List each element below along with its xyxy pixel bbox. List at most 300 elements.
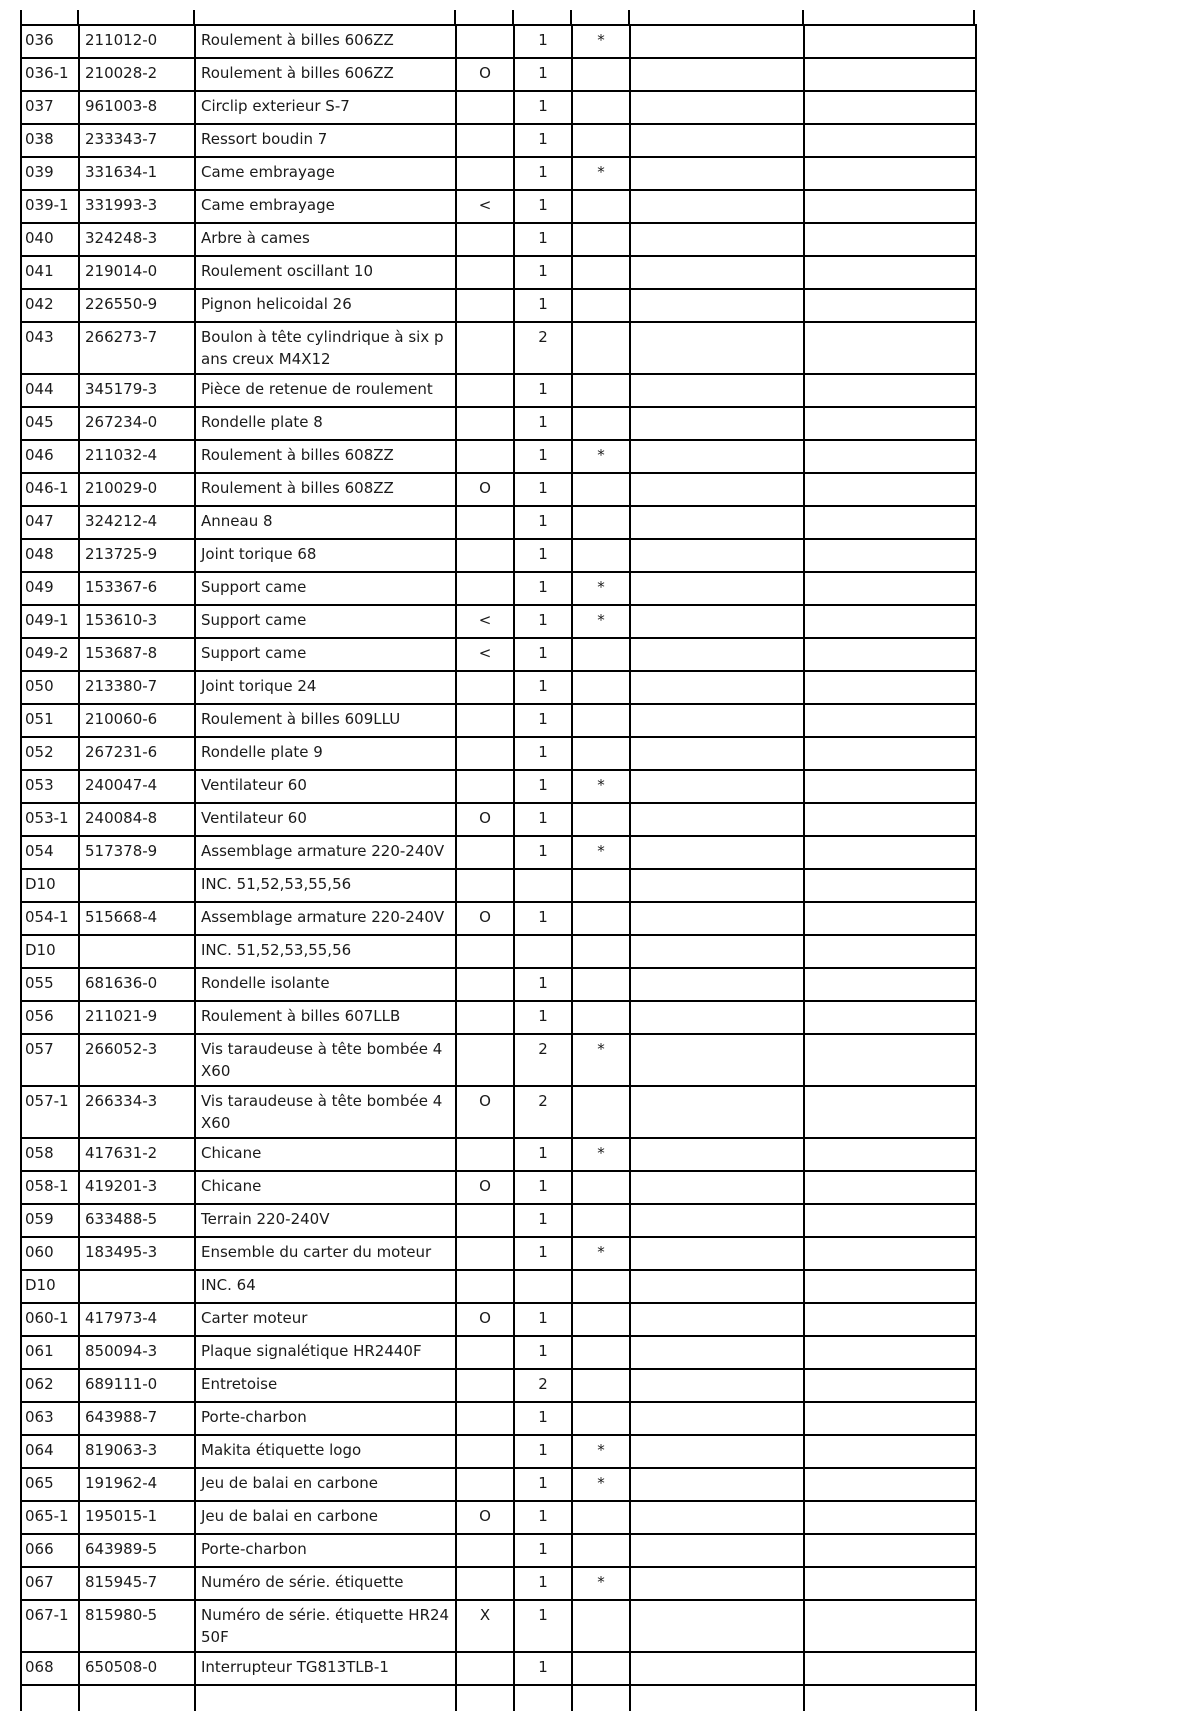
note-mark xyxy=(572,1652,630,1685)
blank-cell xyxy=(804,1204,976,1237)
part-description: Vis taraudeuse à tête bombée 4X60 xyxy=(195,1034,456,1086)
blank-cell xyxy=(195,1685,456,1711)
part-description: Porte-charbon xyxy=(195,1534,456,1567)
blank-cell xyxy=(630,407,804,440)
quantity: 1 xyxy=(514,157,572,190)
part-number: 233343-7 xyxy=(79,124,195,157)
part-description: Ressort boudin 7 xyxy=(195,124,456,157)
blank-cell xyxy=(630,638,804,671)
substitution-flag xyxy=(456,1435,514,1468)
note-mark xyxy=(572,1001,630,1034)
part-number: 417631-2 xyxy=(79,1138,195,1171)
table-row xyxy=(21,1369,976,1402)
item-number: 066 xyxy=(21,1534,79,1567)
substitution-flag: O xyxy=(456,1171,514,1204)
part-description: Joint torique 68 xyxy=(195,539,456,572)
table-row xyxy=(21,1237,976,1270)
blank-cell xyxy=(630,157,804,190)
blank-cell xyxy=(804,1435,976,1468)
note-mark xyxy=(572,737,630,770)
blank-cell xyxy=(804,256,976,289)
parts-table-body xyxy=(21,25,976,1711)
blank-cell xyxy=(630,1534,804,1567)
blank-cell xyxy=(804,1034,976,1086)
part-description: Roulement à billes 606ZZ xyxy=(195,25,456,58)
blank-cell xyxy=(630,25,804,58)
table-row xyxy=(21,1402,976,1435)
blank-cell xyxy=(630,1402,804,1435)
blank-cell xyxy=(630,58,804,91)
note-mark xyxy=(572,1336,630,1369)
table-row xyxy=(21,902,976,935)
note-mark: * xyxy=(572,1138,630,1171)
item-number: 063 xyxy=(21,1402,79,1435)
part-number: 517378-9 xyxy=(79,836,195,869)
item-number: 038 xyxy=(21,124,79,157)
table-row xyxy=(21,190,976,223)
quantity xyxy=(514,935,572,968)
part-number: 650508-0 xyxy=(79,1652,195,1685)
substitution-flag xyxy=(456,539,514,572)
quantity: 1 xyxy=(514,1138,572,1171)
part-description: Pignon helicoidal 26 xyxy=(195,289,456,322)
item-number: 055 xyxy=(21,968,79,1001)
part-number: 331634-1 xyxy=(79,157,195,190)
item-number: 056 xyxy=(21,1001,79,1034)
quantity: 1 xyxy=(514,539,572,572)
blank-cell xyxy=(804,1567,976,1600)
blank-cell xyxy=(630,1685,804,1711)
blank-cell xyxy=(804,473,976,506)
quantity xyxy=(514,869,572,902)
blank-cell xyxy=(630,374,804,407)
item-number: D10 xyxy=(21,869,79,902)
note-mark xyxy=(572,473,630,506)
note-mark xyxy=(572,91,630,124)
substitution-flag: < xyxy=(456,638,514,671)
quantity: 1 xyxy=(514,223,572,256)
blank-cell xyxy=(804,223,976,256)
item-number: 048 xyxy=(21,539,79,572)
substitution-flag xyxy=(456,1270,514,1303)
table-row xyxy=(21,539,976,572)
quantity: 1 xyxy=(514,1001,572,1034)
part-number: 219014-0 xyxy=(79,256,195,289)
substitution-flag xyxy=(456,770,514,803)
substitution-flag xyxy=(456,968,514,1001)
blank-cell xyxy=(630,1303,804,1336)
item-number: 044 xyxy=(21,374,79,407)
part-description: Chicane xyxy=(195,1138,456,1171)
item-number: 057 xyxy=(21,1034,79,1086)
quantity: 1 xyxy=(514,968,572,1001)
part-description: Came embrayage xyxy=(195,190,456,223)
quantity: 1 xyxy=(514,289,572,322)
part-description: Roulement à billes 609LLU xyxy=(195,704,456,737)
note-mark xyxy=(572,935,630,968)
quantity: 1 xyxy=(514,58,572,91)
part-description: Porte-charbon xyxy=(195,1402,456,1435)
substitution-flag: O xyxy=(456,1303,514,1336)
blank-cell xyxy=(804,1534,976,1567)
part-number xyxy=(79,869,195,902)
quantity: 1 xyxy=(514,671,572,704)
blank-cell xyxy=(804,1468,976,1501)
blank-cell xyxy=(804,737,976,770)
part-number: 324248-3 xyxy=(79,223,195,256)
part-number: 643988-7 xyxy=(79,1402,195,1435)
part-number: 153367-6 xyxy=(79,572,195,605)
item-number: 065 xyxy=(21,1468,79,1501)
table-row xyxy=(21,25,976,58)
part-number: 153610-3 xyxy=(79,605,195,638)
item-number: 057-1 xyxy=(21,1086,79,1138)
quantity: 1 xyxy=(514,91,572,124)
blank-cell xyxy=(630,1336,804,1369)
table-row xyxy=(21,770,976,803)
note-mark: * xyxy=(572,1435,630,1468)
blank-cell xyxy=(79,1685,195,1711)
substitution-flag xyxy=(456,440,514,473)
quantity: 1 xyxy=(514,1501,572,1534)
blank-cell xyxy=(804,836,976,869)
substitution-flag xyxy=(456,1652,514,1685)
blank-cell xyxy=(630,968,804,1001)
quantity: 1 xyxy=(514,506,572,539)
part-description: Terrain 220-240V xyxy=(195,1204,456,1237)
part-number: 643989-5 xyxy=(79,1534,195,1567)
blank-cell xyxy=(804,25,976,58)
blank-cell xyxy=(804,440,976,473)
part-number: 815945-7 xyxy=(79,1567,195,1600)
note-mark xyxy=(572,289,630,322)
substitution-flag xyxy=(456,1138,514,1171)
quantity: 1 xyxy=(514,572,572,605)
blank-cell xyxy=(804,1685,976,1711)
blank-cell xyxy=(804,374,976,407)
item-number: 052 xyxy=(21,737,79,770)
blank-cell xyxy=(804,1303,976,1336)
part-description: Interrupteur TG813TLB-1 xyxy=(195,1652,456,1685)
part-number: 689111-0 xyxy=(79,1369,195,1402)
table-row xyxy=(21,1534,976,1567)
part-description: INC. 51,52,53,55,56 xyxy=(195,869,456,902)
table-row xyxy=(21,1336,976,1369)
substitution-flag xyxy=(456,1204,514,1237)
blank-cell xyxy=(804,124,976,157)
part-number: 266334-3 xyxy=(79,1086,195,1138)
note-mark: * xyxy=(572,1034,630,1086)
quantity: 1 xyxy=(514,124,572,157)
substitution-flag xyxy=(456,506,514,539)
item-number: 049-1 xyxy=(21,605,79,638)
quantity: 1 xyxy=(514,25,572,58)
table-row xyxy=(21,1303,976,1336)
part-description: Ensemble du carter du moteur xyxy=(195,1237,456,1270)
blank-cell xyxy=(804,935,976,968)
blank-cell xyxy=(630,605,804,638)
note-mark xyxy=(572,1369,630,1402)
table-row xyxy=(21,1501,976,1534)
note-mark xyxy=(572,223,630,256)
table-row xyxy=(21,1567,976,1600)
quantity: 1 xyxy=(514,1204,572,1237)
note-mark: * xyxy=(572,572,630,605)
substitution-flag: X xyxy=(456,1600,514,1652)
part-number: 211021-9 xyxy=(79,1001,195,1034)
part-number: 515668-4 xyxy=(79,902,195,935)
part-description: Roulement à billes 608ZZ xyxy=(195,440,456,473)
table-row xyxy=(21,836,976,869)
blank-cell xyxy=(804,968,976,1001)
part-description: Chicane xyxy=(195,1171,456,1204)
quantity: 2 xyxy=(514,1086,572,1138)
part-number: 210060-6 xyxy=(79,704,195,737)
part-description: INC. 51,52,53,55,56 xyxy=(195,935,456,968)
quantity: 1 xyxy=(514,440,572,473)
item-number: 067-1 xyxy=(21,1600,79,1652)
part-number: 211032-4 xyxy=(79,440,195,473)
table-row xyxy=(21,1034,976,1086)
blank-cell xyxy=(804,1270,976,1303)
part-number: 240084-8 xyxy=(79,803,195,836)
table-row xyxy=(21,157,976,190)
note-mark: * xyxy=(572,836,630,869)
note-mark: * xyxy=(572,770,630,803)
table-row xyxy=(21,1435,976,1468)
table-row xyxy=(21,58,976,91)
blank-cell xyxy=(804,605,976,638)
item-number: 036 xyxy=(21,25,79,58)
quantity: 1 xyxy=(514,1402,572,1435)
part-description: Rondelle plate 9 xyxy=(195,737,456,770)
note-mark xyxy=(572,539,630,572)
blank-cell xyxy=(630,256,804,289)
part-number: 417973-4 xyxy=(79,1303,195,1336)
note-mark xyxy=(572,1501,630,1534)
part-description: Assemblage armature 220-240V xyxy=(195,836,456,869)
item-number: 068 xyxy=(21,1652,79,1685)
quantity: 2 xyxy=(514,322,572,374)
substitution-flag xyxy=(456,223,514,256)
item-number: 040 xyxy=(21,223,79,256)
quantity: 1 xyxy=(514,638,572,671)
blank-cell xyxy=(630,1567,804,1600)
blank-cell xyxy=(804,1086,976,1138)
item-number: 067 xyxy=(21,1567,79,1600)
quantity: 1 xyxy=(514,473,572,506)
table-row xyxy=(21,737,976,770)
quantity: 1 xyxy=(514,374,572,407)
note-mark: * xyxy=(572,1237,630,1270)
table-row xyxy=(21,869,976,902)
note-mark xyxy=(572,704,630,737)
blank-cell xyxy=(630,440,804,473)
item-number: 054 xyxy=(21,836,79,869)
quantity: 1 xyxy=(514,737,572,770)
item-number: 065-1 xyxy=(21,1501,79,1534)
table-row xyxy=(21,1600,976,1652)
part-description: Roulement à billes 608ZZ xyxy=(195,473,456,506)
substitution-flag: < xyxy=(456,605,514,638)
part-number: 213380-7 xyxy=(79,671,195,704)
note-mark xyxy=(572,124,630,157)
table-row xyxy=(21,572,976,605)
part-description: Circlip exterieur S-7 xyxy=(195,91,456,124)
blank-cell xyxy=(630,1600,804,1652)
part-number: 210029-0 xyxy=(79,473,195,506)
item-number: 045 xyxy=(21,407,79,440)
substitution-flag: O xyxy=(456,803,514,836)
part-number xyxy=(79,935,195,968)
part-number: 324212-4 xyxy=(79,506,195,539)
item-number: 061 xyxy=(21,1336,79,1369)
quantity: 1 xyxy=(514,407,572,440)
part-number: 419201-3 xyxy=(79,1171,195,1204)
table-row xyxy=(21,968,976,1001)
note-mark xyxy=(572,1204,630,1237)
note-mark: * xyxy=(572,1468,630,1501)
part-description: Carter moteur xyxy=(195,1303,456,1336)
blank-cell xyxy=(804,506,976,539)
table-row xyxy=(21,638,976,671)
part-number: 331993-3 xyxy=(79,190,195,223)
blank-cell xyxy=(630,1435,804,1468)
blank-cell xyxy=(804,1336,976,1369)
blank-cell xyxy=(630,1369,804,1402)
quantity: 1 xyxy=(514,902,572,935)
note-mark xyxy=(572,190,630,223)
note-mark xyxy=(572,1534,630,1567)
blank-cell xyxy=(804,869,976,902)
item-number: 053-1 xyxy=(21,803,79,836)
blank-cell xyxy=(630,1171,804,1204)
blank-cell xyxy=(21,1685,79,1711)
part-description: Support came xyxy=(195,605,456,638)
quantity: 1 xyxy=(514,1600,572,1652)
item-number: 047 xyxy=(21,506,79,539)
blank-cell xyxy=(630,190,804,223)
item-number: 043 xyxy=(21,322,79,374)
note-mark xyxy=(572,407,630,440)
quantity: 1 xyxy=(514,1534,572,1567)
part-description: Roulement à billes 606ZZ xyxy=(195,58,456,91)
table-row xyxy=(21,1086,976,1138)
item-number: 054-1 xyxy=(21,902,79,935)
note-mark: * xyxy=(572,1567,630,1600)
blank-cell xyxy=(630,1652,804,1685)
part-description: Anneau 8 xyxy=(195,506,456,539)
blank-cell xyxy=(630,506,804,539)
note-mark: * xyxy=(572,157,630,190)
part-description: Assemblage armature 220-240V xyxy=(195,902,456,935)
substitution-flag xyxy=(456,256,514,289)
quantity: 1 xyxy=(514,1237,572,1270)
table-row xyxy=(21,1001,976,1034)
part-number: 195015-1 xyxy=(79,1501,195,1534)
item-number: 042 xyxy=(21,289,79,322)
table-row xyxy=(21,223,976,256)
substitution-flag xyxy=(456,157,514,190)
table-row xyxy=(21,803,976,836)
substitution-flag xyxy=(456,836,514,869)
blank-cell xyxy=(804,58,976,91)
substitution-flag: O xyxy=(456,1086,514,1138)
table-row xyxy=(21,289,976,322)
part-description: Numéro de série. étiquette HR2450F xyxy=(195,1600,456,1652)
item-number: 039-1 xyxy=(21,190,79,223)
item-number: 059 xyxy=(21,1204,79,1237)
table-row xyxy=(21,935,976,968)
item-number: 036-1 xyxy=(21,58,79,91)
blank-cell xyxy=(630,1468,804,1501)
substitution-flag xyxy=(456,869,514,902)
part-description: Joint torique 24 xyxy=(195,671,456,704)
substitution-flag xyxy=(456,737,514,770)
item-number: 049-2 xyxy=(21,638,79,671)
part-number: 210028-2 xyxy=(79,58,195,91)
part-description: Plaque signalétique HR2440F xyxy=(195,1336,456,1369)
part-description: Jeu de balai en carbone xyxy=(195,1468,456,1501)
blank-cell xyxy=(630,1270,804,1303)
note-mark xyxy=(572,1303,630,1336)
blank-cell xyxy=(630,572,804,605)
note-mark xyxy=(572,1402,630,1435)
part-number: 191962-4 xyxy=(79,1468,195,1501)
quantity: 2 xyxy=(514,1369,572,1402)
blank-cell xyxy=(630,836,804,869)
blank-cell xyxy=(804,91,976,124)
blank-cell xyxy=(630,704,804,737)
item-number: 053 xyxy=(21,770,79,803)
substitution-flag xyxy=(456,704,514,737)
substitution-flag xyxy=(456,1237,514,1270)
quantity: 2 xyxy=(514,1034,572,1086)
blank-cell xyxy=(804,1652,976,1685)
part-number: 211012-0 xyxy=(79,25,195,58)
blank-cell xyxy=(804,407,976,440)
item-number: D10 xyxy=(21,935,79,968)
note-mark xyxy=(572,58,630,91)
part-description: Boulon à tête cylindrique à six pans creux M4X12 xyxy=(195,322,456,374)
part-description: Roulement oscillant 10 xyxy=(195,256,456,289)
blank-cell xyxy=(630,473,804,506)
table-row xyxy=(21,506,976,539)
blank-cell xyxy=(630,1034,804,1086)
part-description: Ventilateur 60 xyxy=(195,770,456,803)
blank-cell xyxy=(630,902,804,935)
part-number: 850094-3 xyxy=(79,1336,195,1369)
part-number: 961003-8 xyxy=(79,91,195,124)
part-number: 819063-3 xyxy=(79,1435,195,1468)
quantity: 1 xyxy=(514,770,572,803)
blank-cell xyxy=(804,539,976,572)
substitution-flag xyxy=(456,1369,514,1402)
table-row xyxy=(21,1468,976,1501)
table-row xyxy=(21,407,976,440)
item-number: 058-1 xyxy=(21,1171,79,1204)
blank-cell xyxy=(514,1685,572,1711)
table-row xyxy=(21,322,976,374)
substitution-flag xyxy=(456,289,514,322)
item-number: 049 xyxy=(21,572,79,605)
part-description: Support came xyxy=(195,572,456,605)
part-description: Roulement à billes 607LLB xyxy=(195,1001,456,1034)
part-description: Arbre à cames xyxy=(195,223,456,256)
substitution-flag xyxy=(456,374,514,407)
blank-cell xyxy=(804,1402,976,1435)
blank-cell xyxy=(804,322,976,374)
